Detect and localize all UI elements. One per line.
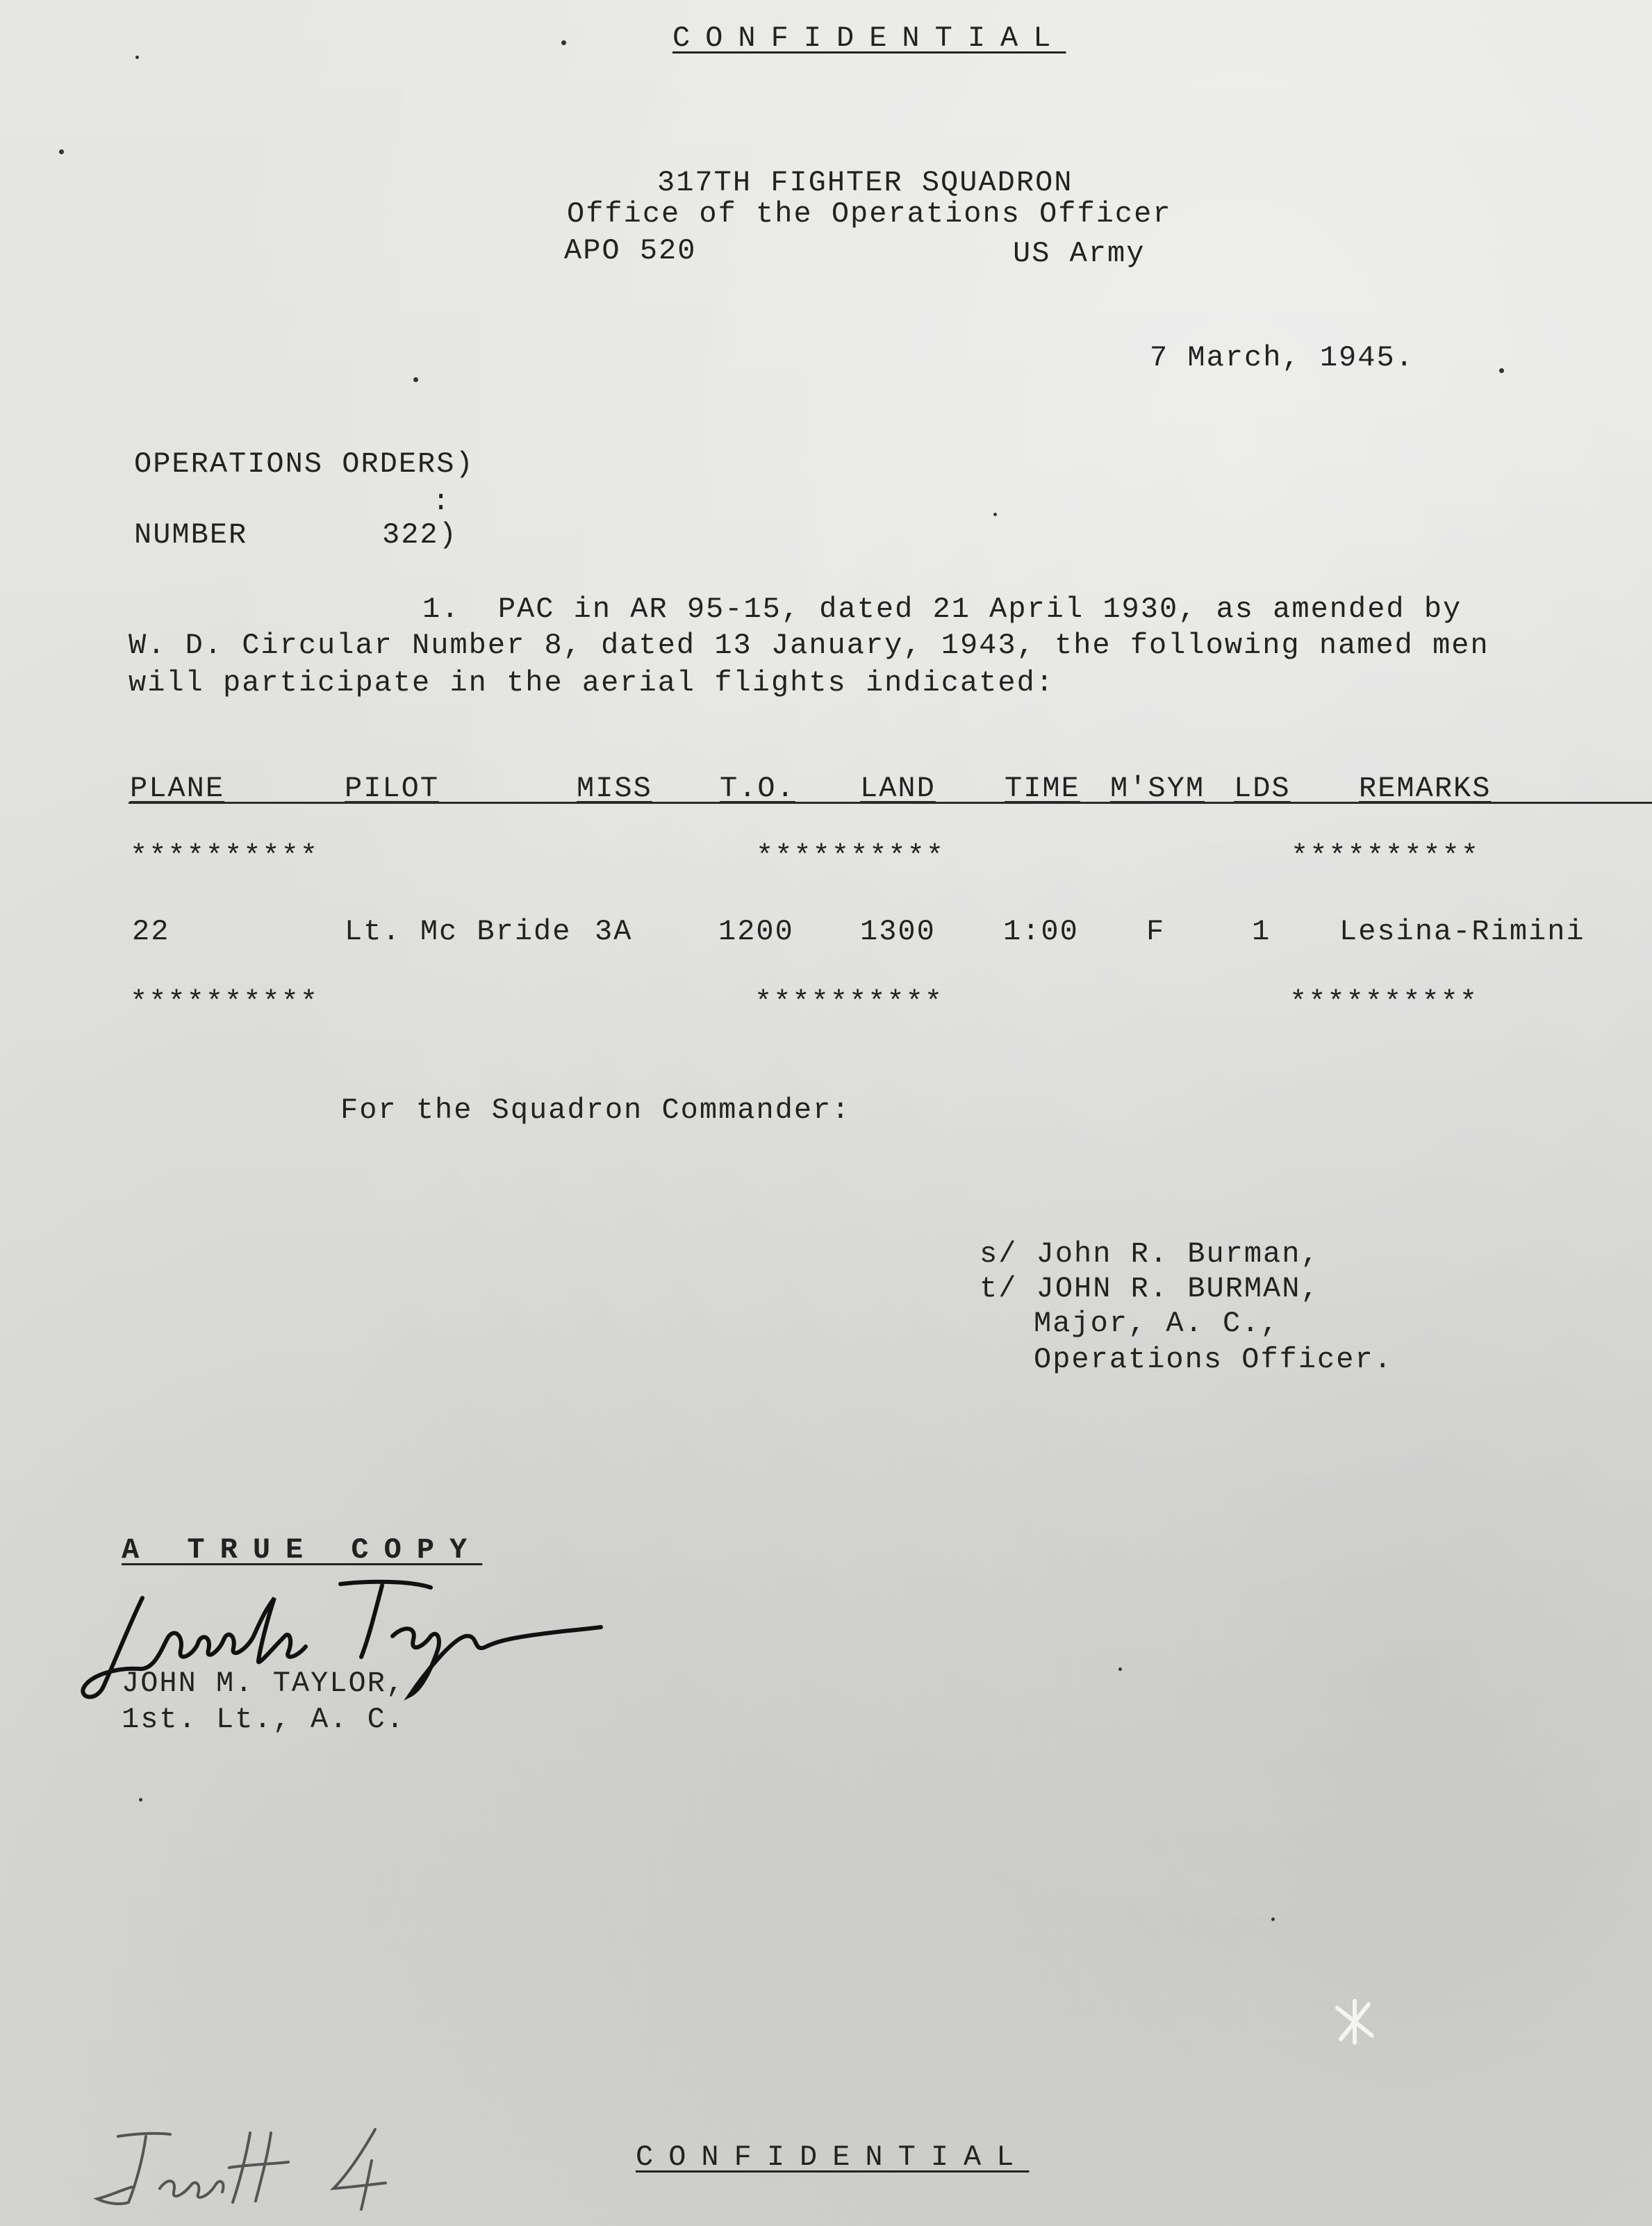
dust-speck — [1499, 368, 1504, 373]
header-to: T.O. — [720, 772, 795, 805]
true-copy-name: JOHN M. TAYLOR, — [122, 1667, 406, 1700]
signature-line-4: Operations Officer. — [1034, 1343, 1393, 1376]
document-date: 7 March, 1945. — [1150, 341, 1414, 374]
true-copy-label: A TRUE COPY — [122, 1533, 483, 1567]
orders-number-label: NUMBER — [134, 518, 248, 552]
cell-miss: 3A — [595, 915, 633, 948]
dust-speck — [561, 40, 566, 45]
classification-bottom: CONFIDENTIAL — [636, 2141, 1030, 2174]
signature-line-2: t/ JOHN R. BURMAN, — [980, 1272, 1320, 1305]
cell-lds: 1 — [1252, 915, 1271, 948]
cell-to: 1200 — [718, 915, 794, 948]
separator: ********** — [1289, 986, 1479, 1019]
separator: ********** — [756, 840, 945, 873]
separator: ********** — [130, 986, 320, 1019]
commander-line: For the Squadron Commander: — [340, 1094, 851, 1127]
header-miss: MISS — [577, 772, 652, 805]
cell-msym: F — [1146, 915, 1166, 948]
cell-plane: 22 — [132, 915, 170, 948]
cell-remarks: Lesina-Rimini — [1339, 915, 1585, 948]
header-pilot: PILOT — [345, 772, 440, 805]
header-lds: LDS — [1234, 772, 1291, 805]
pencil-annotation — [90, 2119, 417, 2216]
heading-office: Office of the Operations Officer — [567, 197, 1172, 231]
orders-label: OPERATIONS ORDERS) — [134, 447, 474, 481]
signature-line-3: Major, A. C., — [1034, 1307, 1280, 1340]
header-plane: PLANE — [130, 772, 225, 805]
paragraph-line-1: 1. PAC in AR 95-15, dated 21 April 1930, as amended by — [422, 593, 1462, 626]
heading-unit: 317TH FIGHTER SQUADRON — [657, 166, 1073, 199]
heading-apo: APO 520 — [564, 234, 697, 267]
heading-service: US Army — [1013, 237, 1146, 270]
stamp-mark — [1330, 1997, 1379, 2046]
header-time: TIME — [1005, 772, 1080, 805]
cell-time: 1:00 — [1003, 915, 1079, 948]
dust-speck — [1118, 1667, 1122, 1671]
true-copy-rank: 1st. Lt., A. C. — [122, 1703, 406, 1736]
paragraph-line-2: W. D. Circular Number 8, dated 13 January, 1943, the following named men — [129, 629, 1489, 662]
header-msym: M'SYM — [1110, 772, 1205, 805]
dust-speck — [135, 56, 139, 59]
dust-speck — [1271, 1918, 1275, 1921]
cell-land: 1300 — [860, 915, 936, 948]
header-land: LAND — [860, 772, 936, 805]
classification-top: CONFIDENTIAL — [672, 22, 1066, 55]
orders-number: 322) — [382, 518, 458, 552]
separator: ********** — [754, 986, 944, 1019]
cell-pilot: Lt. Mc Bride — [345, 915, 572, 948]
paragraph-line-3: will participate in the aerial flights indicated: — [129, 666, 1055, 700]
separator: ********** — [130, 840, 320, 873]
header-remarks: REMARKS — [1359, 772, 1492, 805]
dust-speck — [139, 1798, 142, 1802]
header-rule — [129, 802, 1652, 804]
orders-colon: : — [432, 485, 452, 518]
dust-speck — [59, 149, 64, 154]
signature-line-1: s/ John R. Burman, — [980, 1237, 1320, 1271]
dust-speck — [413, 377, 418, 382]
separator: ********** — [1291, 840, 1480, 873]
dust-speck — [993, 513, 997, 516]
